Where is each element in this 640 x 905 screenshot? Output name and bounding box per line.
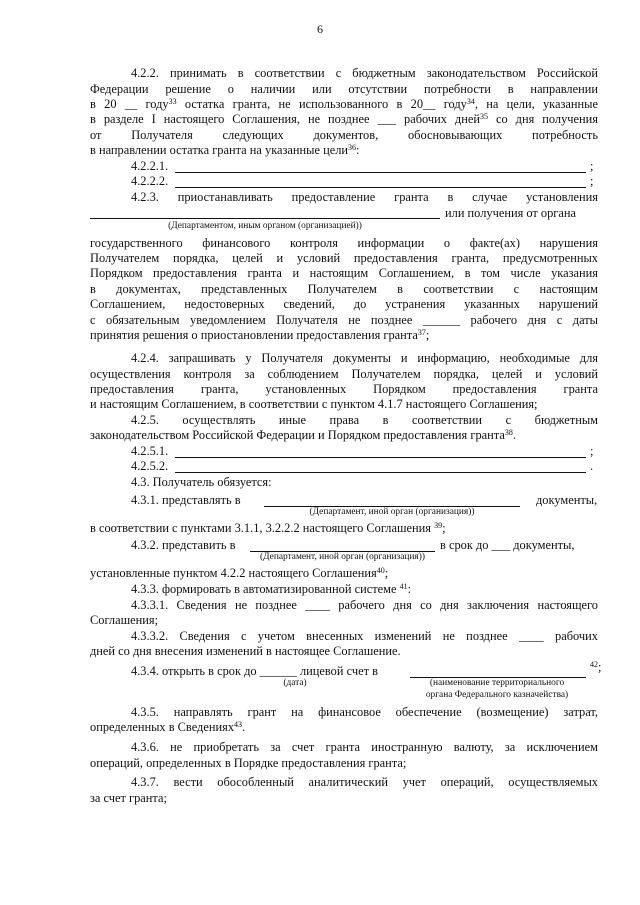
para-4-3-1-line: в соответствии с пунктами 3.1.1, 3.2.2.2 настоящего Соглашения $^{39}$; (90, 521, 446, 535)
caption: (Департаментом, иным органом (организацией)) (168, 221, 362, 231)
footnote-ref: 42 (590, 660, 598, 669)
para-4-2-5-line: законодательством Российской Федерации и Порядком предоставления гранта$^{38}$. (90, 428, 516, 442)
caption: (Департамент, иной орган (организация)) (309, 507, 475, 517)
para-4-2-3-line: с обязательным уведомлением Получателя не позднее ______ рабочего дня с даты (90, 313, 598, 327)
para-4-3-1-line: 4.3.1. представлять в (131, 493, 241, 507)
item-4-2-5-2: 4.2.5.2. (131, 459, 169, 473)
item-4-2-5-1: 4.2.5.1. (131, 444, 169, 458)
para-4-3-6-line: операций, определенных в Порядке предоставления гранта; (90, 756, 407, 770)
punct: ; (590, 159, 594, 173)
fill-line (175, 472, 586, 473)
para-4-2-3-line: Получателем порядка, целей и условий предоставления гранта, предусмотренных (90, 251, 598, 265)
fill-line (175, 172, 586, 173)
para-4-2-4-line: 4.2.4. запрашивать у Получателя документы и информацию, необходимые для (131, 351, 598, 365)
para-4-2-3-line: в документах, представленных Получателем в соответствии с настоящим (90, 282, 598, 296)
fill-line (175, 457, 586, 458)
para-4-2-3-line: Порядком предоставления гранта и настоящим Соглашением, в том числе указания (90, 266, 598, 280)
punct: . (590, 459, 594, 473)
caption-date: (дата) (283, 678, 307, 688)
para-4-3-2-line: установленные пунктом 4.2.2 настоящего Соглашения$^{40}$; (90, 566, 389, 580)
footnote-ref: 36 (348, 143, 357, 152)
section-4-3-heading: 4.3. Получатель обязуется: (131, 475, 272, 489)
footnote-ref: 40 (376, 566, 385, 575)
para-4-3-3-2-line: дней со дня внесения изменений в настоящее Соглашение. (90, 644, 401, 658)
caption-org: (наименование территориального (429, 678, 565, 688)
para-4-2-4-line: осуществления контроля за соблюдением Получателем порядка, целей и условий (90, 367, 598, 381)
para-4-3-3-1-line: Соглашения; (90, 613, 159, 627)
footnote-ref: 35 (480, 112, 488, 121)
para-4-3-3-2-line: 4.3.3.2. Сведения с учетом внесенных изменений не позднее ____ рабочих (131, 629, 598, 643)
item-4-2-2-2: 4.2.2.2. (131, 174, 169, 188)
para-4-2-2-line: Федерации решение о наличии или отсутствии потребности в направлении (90, 82, 598, 96)
para-4-3-7-line: за счет гранта; (90, 791, 167, 805)
footnote-ref: 34 (466, 97, 475, 106)
footnote-ref: 43 (234, 720, 243, 729)
para-4-2-3-line: принятия решения о приостановлении предоставления гранта$^{37}$; (90, 328, 430, 342)
punct: ; (590, 174, 594, 188)
para-4-2-2-line: в 20 __ году$^{33}$ остатка гранта, не использованного в 20__ году$^{34}$, на цели, указанные (90, 97, 598, 111)
footnote-ref: 41 (399, 582, 408, 591)
para-4-2-3-line: Соглашением, недостоверных сведений, до устранения указанных нарушений (90, 297, 598, 311)
para-4-2-3-line: 4.2.3. приостанавливать предоставление гранта в случае установления (131, 190, 598, 204)
caption: (Департамент, иной орган (организация)) (260, 552, 425, 562)
para-4-3-2-line: 4.3.2. представить в (131, 538, 236, 552)
para-4-3-5-line: 4.3.5. направлять грант на финансовое обеспечение (возмещение) затрат, (131, 705, 598, 719)
para-4-2-2-line: в направлении остатка гранта на указанные цели$^{36}$: (90, 143, 360, 157)
para-4-2-5-line: 4.2.5. осуществлять иные права в соответствии с бюджетным (131, 413, 598, 427)
para-4-3-4-line: $^{42}$; (590, 660, 602, 674)
item-4-2-2-1: 4.2.2.1. (131, 159, 169, 173)
para-4-3-3-line: 4.3.3. формировать в автоматизированной системе $^{41}$: (131, 582, 412, 596)
para-4-3-7-line: 4.3.7. вести обособленный аналитический учет операций, осуществляемых (131, 775, 598, 789)
para-4-2-4-line: предоставления гранта, установленных Порядком предоставления гранта (90, 382, 598, 396)
caption-org: органа Федерального казначейства) (425, 690, 569, 700)
para-4-2-3-line: государственного финансового контроля информации о факте(ах) нарушения (90, 236, 598, 250)
fill-line (90, 218, 440, 219)
page-number: 6 (317, 22, 323, 36)
para-4-2-2-line: в разделе I настоящего Соглашения, не позднее ___ рабочих дней$^{35}$ со дня получения (90, 112, 598, 126)
para-4-2-2-line: 4.2.2. принимать в соответствии с бюджетным законодательством Российской (131, 66, 598, 80)
para-4-3-2-line: в срок до ___ документы, (440, 538, 575, 552)
para-4-2-3-line: или получения от органа (445, 206, 577, 220)
para-4-2-2-line: от Получателя следующих документов, обосновывающих потребность (90, 128, 598, 142)
footnote-ref: 33 (168, 97, 177, 106)
para-4-3-1-line: документы, (536, 493, 598, 507)
para-4-3-4-line: 4.3.4. открыть в срок до ______ лицевой счет в (131, 664, 378, 678)
fill-line (175, 187, 586, 188)
para-4-2-4-line: и настоящим Соглашением, в соответствии с пунктом 4.1.7 настоящего Соглашения; (90, 397, 538, 411)
para-4-3-6-line: 4.3.6. не приобретать за счет гранта иностранную валюту, за исключением (131, 740, 598, 754)
footnote-ref: 37 (417, 328, 426, 337)
punct: ; (590, 444, 594, 458)
footnote-ref: 39 (434, 521, 443, 530)
para-4-3-5-line: определенных в Сведениях$^{43}$. (90, 720, 246, 734)
footnote-ref: 38 (504, 428, 513, 437)
para-4-3-3-1-line: 4.3.3.1. Сведения не позднее ____ рабочего дня со дня заключения настоящего (131, 598, 598, 612)
